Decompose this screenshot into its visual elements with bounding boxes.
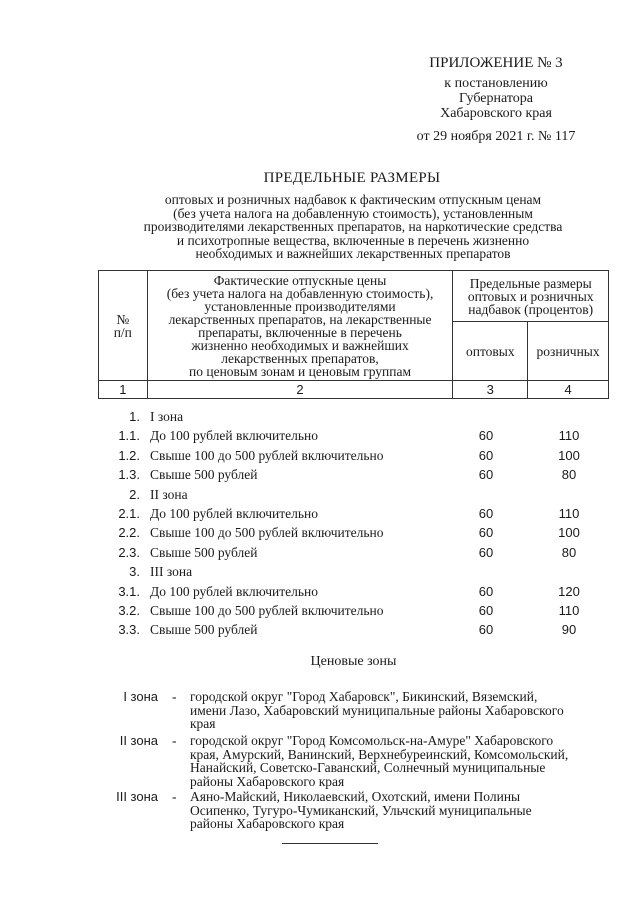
zones-title: Ценовые зоны xyxy=(310,654,397,669)
appendix-title: ПРИЛОЖЕНИЕ № 3 xyxy=(429,55,563,71)
zone-line: городской округ "Город Хабаровск", Бикинский, Вяземский, xyxy=(190,689,538,704)
header-description-line: установленные производителями xyxy=(204,298,396,314)
row-text: I зона xyxy=(150,409,184,424)
table-row xyxy=(98,621,609,640)
zone-name: II зона xyxy=(119,733,158,748)
row-number: 3.2. xyxy=(118,602,140,618)
row-wholesale: 60 xyxy=(478,428,494,444)
appendix-line-3: Хабаровского края xyxy=(440,106,552,121)
row-text: Свыше 100 до 500 рублей включительно xyxy=(150,447,384,463)
header-index-cell: 1 xyxy=(99,381,148,399)
document-heading: ПРЕДЕЛЬНЫЕ РАЗМЕРЫ xyxy=(263,170,441,186)
subheading-line: и психотропные вещества, включенные в перечень жизненно xyxy=(176,232,530,248)
appendix-line-1: к постановлению xyxy=(444,76,548,91)
zone-dash: - xyxy=(172,733,177,748)
row-text: Свыше 500 рублей xyxy=(150,467,258,483)
zone-line: районы Хабаровского края xyxy=(190,816,345,832)
row-number: 3. xyxy=(129,564,140,580)
table-row xyxy=(98,505,609,524)
row-wholesale: 60 xyxy=(478,583,494,599)
row-text: Свыше 100 до 500 рублей включительно xyxy=(150,602,384,618)
header-description-line: лекарственных препаратов, на лекарственные xyxy=(168,311,432,327)
zone-description xyxy=(190,690,602,731)
row-retail: 110 xyxy=(558,428,580,444)
row-number: 2.2. xyxy=(118,525,140,541)
row-text: До 100 рублей включительно xyxy=(150,583,318,599)
row-number: 2. xyxy=(129,486,140,502)
row-text: III зона xyxy=(150,564,193,580)
header-limits-line: оптовых и розничных xyxy=(467,288,594,304)
row-text: Свыше 500 рублей xyxy=(150,622,258,638)
zone-line: Аяно-Майский, Николаевский, Охотский, имени Полины xyxy=(190,789,521,804)
header-cell-description xyxy=(147,271,453,381)
row-text: До 100 рублей включительно xyxy=(150,505,318,521)
zone-line: края xyxy=(190,716,216,732)
row-number: 1.3. xyxy=(118,467,140,483)
table-row xyxy=(98,563,609,582)
header-description-line: препараты, включенные в перечень xyxy=(198,324,402,340)
row-text: II зона xyxy=(150,486,188,502)
zone-description xyxy=(190,734,602,788)
subheading-line: производителями лекарственных препаратов, на наркотические средства xyxy=(143,219,563,234)
subheading-line: (без учета налога на добавленную стоимость), установленным xyxy=(173,205,533,221)
table-row xyxy=(98,602,609,621)
header-number-line: № xyxy=(116,311,130,327)
header-index-cell: 4 xyxy=(528,381,609,399)
row-number: 1.2. xyxy=(118,447,140,463)
row-wholesale: 60 xyxy=(478,447,494,463)
footer-divider xyxy=(282,843,378,844)
row-retail: 110 xyxy=(558,602,580,618)
header-limits-line: Предельные размеры xyxy=(469,275,592,291)
table-row xyxy=(98,427,609,446)
table-row xyxy=(98,466,609,485)
header-cell-wholesale: оптовых xyxy=(453,322,528,381)
document-subheading xyxy=(112,193,594,261)
zone-line: края, Амурский, Ванинский, Верхнебуреинский, Комсомольский, xyxy=(190,746,569,762)
appendix-block xyxy=(380,56,612,144)
header-description-line: (без учета налога на добавленную стоимость), xyxy=(166,285,434,301)
row-number: 2.3. xyxy=(118,544,140,560)
header-description-line: Фактические отпускные цены xyxy=(213,272,387,288)
row-retail: 100 xyxy=(558,447,580,463)
header-description-line: жизненно необходимых и важнейших xyxy=(191,337,409,353)
markup-table-body xyxy=(98,408,609,641)
zone-description xyxy=(190,790,602,831)
header-index-cell: 3 xyxy=(453,381,528,399)
zone-dash: - xyxy=(172,789,177,804)
header-cell-retail: розничных xyxy=(528,322,609,381)
row-text: До 100 рублей включительно xyxy=(150,428,318,444)
header-cell-limits xyxy=(453,271,609,322)
table-row xyxy=(98,408,609,427)
row-number: 2.1. xyxy=(118,505,140,521)
zone-line: Нанайский, Советско-Гаванский, Солнечный муниципальные xyxy=(190,760,546,776)
table-row xyxy=(98,447,609,466)
row-text: Свыше 500 рублей xyxy=(150,544,258,560)
row-wholesale: 60 xyxy=(478,544,494,560)
header-description-line: по ценовым зонам и ценовым группам xyxy=(189,363,412,379)
header-description-line: лекарственных препаратов, xyxy=(221,350,379,366)
appendix-line-2: Губернатора xyxy=(458,91,534,106)
subheading-line: оптовых и розничных надбавок к фактическим отпускным ценам xyxy=(164,192,542,207)
row-number: 3.1. xyxy=(118,583,140,599)
table-row xyxy=(98,486,609,505)
row-number: 1.1. xyxy=(118,428,140,444)
zone-line: городской округ "Город Комсомольск-на-Амуре" Хабаровского xyxy=(190,733,554,748)
zone-name: I зона xyxy=(123,689,158,704)
row-retail: 120 xyxy=(558,583,580,599)
row-retail: 80 xyxy=(561,544,577,560)
row-wholesale: 60 xyxy=(478,525,494,541)
zone-line: имени Лазо, Хабаровский муниципальные районы Хабаровского xyxy=(190,702,564,718)
row-retail: 100 xyxy=(558,525,580,541)
row-retail: 80 xyxy=(561,467,577,483)
markup-table-header xyxy=(98,270,609,399)
subheading-line: необходимых и важнейших лекарственных препаратов xyxy=(195,246,511,261)
appendix-date: от 29 ноября 2021 г. № 117 xyxy=(416,129,576,144)
table-row xyxy=(98,583,609,602)
header-number-line: п/п xyxy=(113,324,132,340)
table-row xyxy=(98,544,609,563)
row-retail: 110 xyxy=(558,505,580,521)
row-number: 1. xyxy=(129,409,140,424)
zone-dash: - xyxy=(172,689,177,704)
table-row xyxy=(98,524,609,543)
zone-line: районы Хабаровского края xyxy=(190,773,345,789)
row-number: 3.3. xyxy=(118,622,140,638)
row-wholesale: 60 xyxy=(478,602,494,618)
row-wholesale: 60 xyxy=(478,467,494,483)
row-wholesale: 60 xyxy=(478,505,494,521)
header-index-cell: 2 xyxy=(147,381,453,399)
row-wholesale: 60 xyxy=(478,622,494,638)
row-retail: 90 xyxy=(561,622,577,638)
header-cell-number xyxy=(99,271,148,381)
zone-line: Осипенко, Тугуро-Чумиканский, Ульчский муниципальные xyxy=(190,802,532,818)
header-limits-line: надбавок (процентов) xyxy=(468,301,594,317)
row-text: Свыше 100 до 500 рублей включительно xyxy=(150,525,384,541)
zone-name: III зона xyxy=(116,789,158,804)
